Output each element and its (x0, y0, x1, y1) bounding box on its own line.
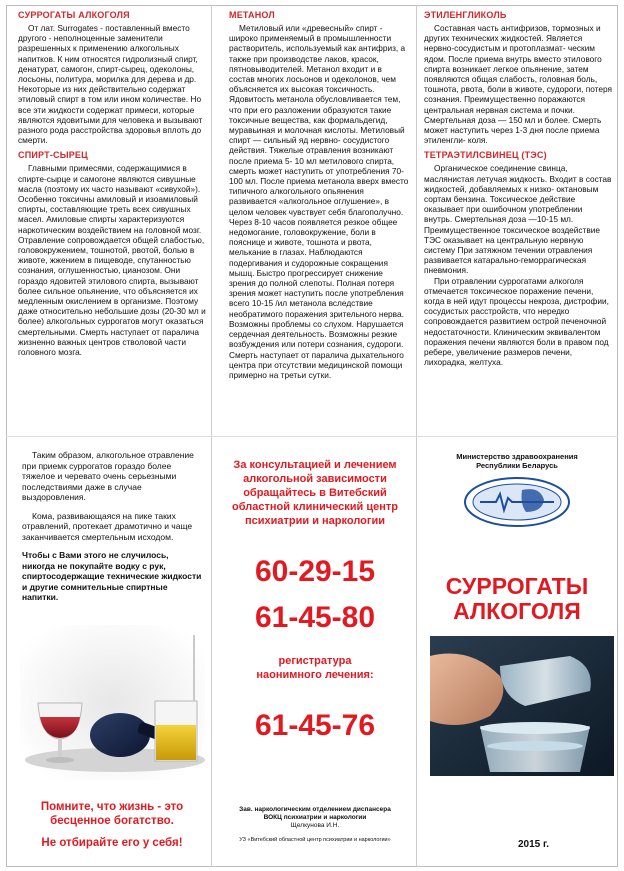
author-line-3: Щелкунова И.Н. (290, 822, 340, 829)
conclusion-text-1: Таким образом, алкогольное отравление при приемк суррогатов гораздо более тяжелое и черевато очень серьезными последствиями даже в случае выздоровления. (22, 450, 194, 502)
slogan-line-1: Помните, что жизнь - это бесценное богатство. (40, 801, 184, 827)
panel-contacts (218, 458, 412, 858)
warning-text: Чтобы с Вами этого не случилось, никогда не покупайте водку с рук, спиртосодержащие технические жидкости и другие сомнительные спиртные напитки. (22, 550, 202, 602)
pouring-liquid-image (430, 636, 614, 776)
section-title-surrogates: СУРРОГАТЫ АЛКОГОЛЯ (18, 10, 130, 20)
section-text-tel: Органическое соединение свинца, маслянистая летучая жидкость. Входит в состав жидкостей, добавляемых к низко- октановым сортам бензина. Токсическое действие оказывает при ошибочном употреблении внутрь. Смертельная доза —10-15 мл. Преимущественное токсическое воздействие ТЭС оказывает на центральную нервную систему При затяжном течении отравления развивается катарально-геморрагическая пневмония. (424, 163, 612, 276)
phone-number-3[interactable]: 61-45-76 (254, 709, 376, 742)
conclusion-text-2: Кома, развивающаяся на пике таких отравлений, протекает драмотично и чаще заканчивается смертельным исходом. (22, 510, 193, 542)
consultation-text: За консультацией и лечением алкогольной зависимости обращайтесь в Витебский областной клинический центр психиатрии и наркологии (231, 459, 399, 527)
panel-methanol (229, 10, 409, 432)
author-line-1: Зав. наркологическим отделением диспансера (239, 806, 391, 813)
page-divider (6, 436, 618, 437)
section-title-ethylene-glycol: ЭТИЛЕНГЛИКОЛЬ (424, 10, 507, 20)
author-line-2: ВОКЦ психиатрии и наркологии (263, 814, 367, 821)
section-text-ethylene-glycol: Составная часть антифризов, тормозных и других технических жидкостей. Является нервно-сосудистым и протоплазмат- ческим ядом. После приема внутрь вместо этилового спирта возникает легкое опьянение, затем появляются общая слабость, головная боль, тошнота, рвота, боли в животе, судороги, потеря сознания. Преимущественно поражаются центральная нервная система и почки. Смертельная доза — 150 мл и более. Смерть может наступить через 1-3 дня после приема этиленгли- коля. (424, 23, 612, 146)
center-logo (462, 476, 572, 528)
institution-line: УЗ «Витебский областной центр психиатрии и наркологии» (239, 837, 391, 843)
ministry-title: Министерство здравоохранения Республики Беларусь (456, 452, 578, 470)
phone-number-2[interactable]: 61-45-80 (254, 601, 376, 634)
spilled-bottles-image (20, 625, 205, 780)
phone-number-1[interactable]: 60-29-15 (254, 555, 376, 588)
year-label: 2015 г. (518, 839, 549, 850)
section-title-raw-spirit: СПИРТ-СЫРЕЦ (18, 150, 88, 161)
slogan-line-2: Не отбирайте его у себя! (41, 837, 183, 849)
cover-title: СУРРОГАТЫ АЛКОГОЛЯ (445, 573, 589, 624)
section-text-methanol: Метиловый или «древесный» спирт - широко применяемый в промышленности растворитель, используемый как антифриз, а также при производстве лаков, красок, пятновыводителей. Метанол входит и в состав многих лосьонов и одеколонов, чем объясняется их высокая токсичность. Ядовитость метанола обусловливается тем, что при его разложении образуются такие токсичные вещества, как формальдегид, муравьиная и молочная кислоты. Метиловый спирт — сильный яд нервно- сосудистого действия. Тяжелые отравления возникают после приема 5- 10 мл метилового спирта, смерть может наступить от употребления 70-100 мл. После приема метанола вверх вместо типичного алкогольного опьянения развивается «алкогольное оглушение», в целом человек чувствует себя благополучно. Через 8-10 часов появляется резкое общее недомогание, головокружение, боли в пояснице и животе, тошнота и рвота, мелькание в глазах. Наблюдаются подергивания и судорожные сокращения мышц. Быстро прогрессирует снижение зрения до полной слепоты. Полная потеря зрения может наступить после употребления всего 10-15 /ил метанола вследствие необратимого поражения зрительного нерва. Возможны проблемы со слухом. Нарушается сердечная деятельность. Возможны резкие возбуждения или потери сознания, судороги. Смерть наступает от паралича дыхательного центра при отсутствии медицинской помощи примерно на третьи сутки. (229, 23, 409, 380)
panel-ethylene-glycol (424, 10, 612, 432)
cover-photo (430, 636, 614, 776)
slogan-block (18, 800, 206, 860)
section-title-methanol: МЕТАНОЛ (229, 10, 275, 20)
glasses-illustration (20, 625, 205, 780)
section-text-liver: При отравлении суррогатами алкоголя отмечается токсическое поражение печени, когда в ней идут процессы некроза, дистрофии, сосудистых расстройств, что нередко сопровождается развитием острой печеночной недостаточности. Клиническим эквивалентом поражения печени являются боли в правом под ребере, увеличение размеров печени, лихорадка, желтуха. (424, 275, 609, 368)
section-text-raw-spirit: Главными примесями, содержащимися в спирте-сырце и самогоне являются сивушные масла (поэтому их часто называют «сивухой»). Особенно токсичны амиловый и изоамиловый спирты, составляющие треть всех сивушных масел. Амиловые спирты характеризуются наркотическим воздействием на головной мозг. Отравление сопровождается общей слабостью, головокружением, тошнотой, рвотой, болью в животе, жжением в пищеводе, спутанностью сознания, оглушенностью, цианозом. Они гораздо ядовитей этилового спирта, вызывают более сильное опьянение, что объясняется их медленным окислением в организме. Поэтому даже относительно небольшие дозы (20-30 мл и более) алкогольных суррогатов могут оказаться смертельными. Смерть наступает от паралича жизненно важных центров стволовой части головного мозга. (18, 163, 206, 358)
panel-surrogates (18, 10, 206, 432)
section-title-tel: ТЕТРАЭТИЛСВИНЕЦ (ТЭС) (424, 150, 547, 161)
section-text-surrogates: От лат. Surrogates - поставленный вместо другого - неполноценные заменители разрешенных к применению алкогольных напитков. К ним относятся гидролизный спирт, денатурат, самогон, спирт-сырец, одеколоны, лосьоны, политура, морилка для дерева и др. Некоторые из них действительно содержат этиловый спирт в том или ином количестве. Но все эти жидкости содержат примеси, которые являются ядовитыми для человека и вызывают разного рода расстройства здоровья вплоть до смерти. (18, 23, 203, 146)
registry-label: регистратура наонимного лечения: (256, 655, 374, 681)
